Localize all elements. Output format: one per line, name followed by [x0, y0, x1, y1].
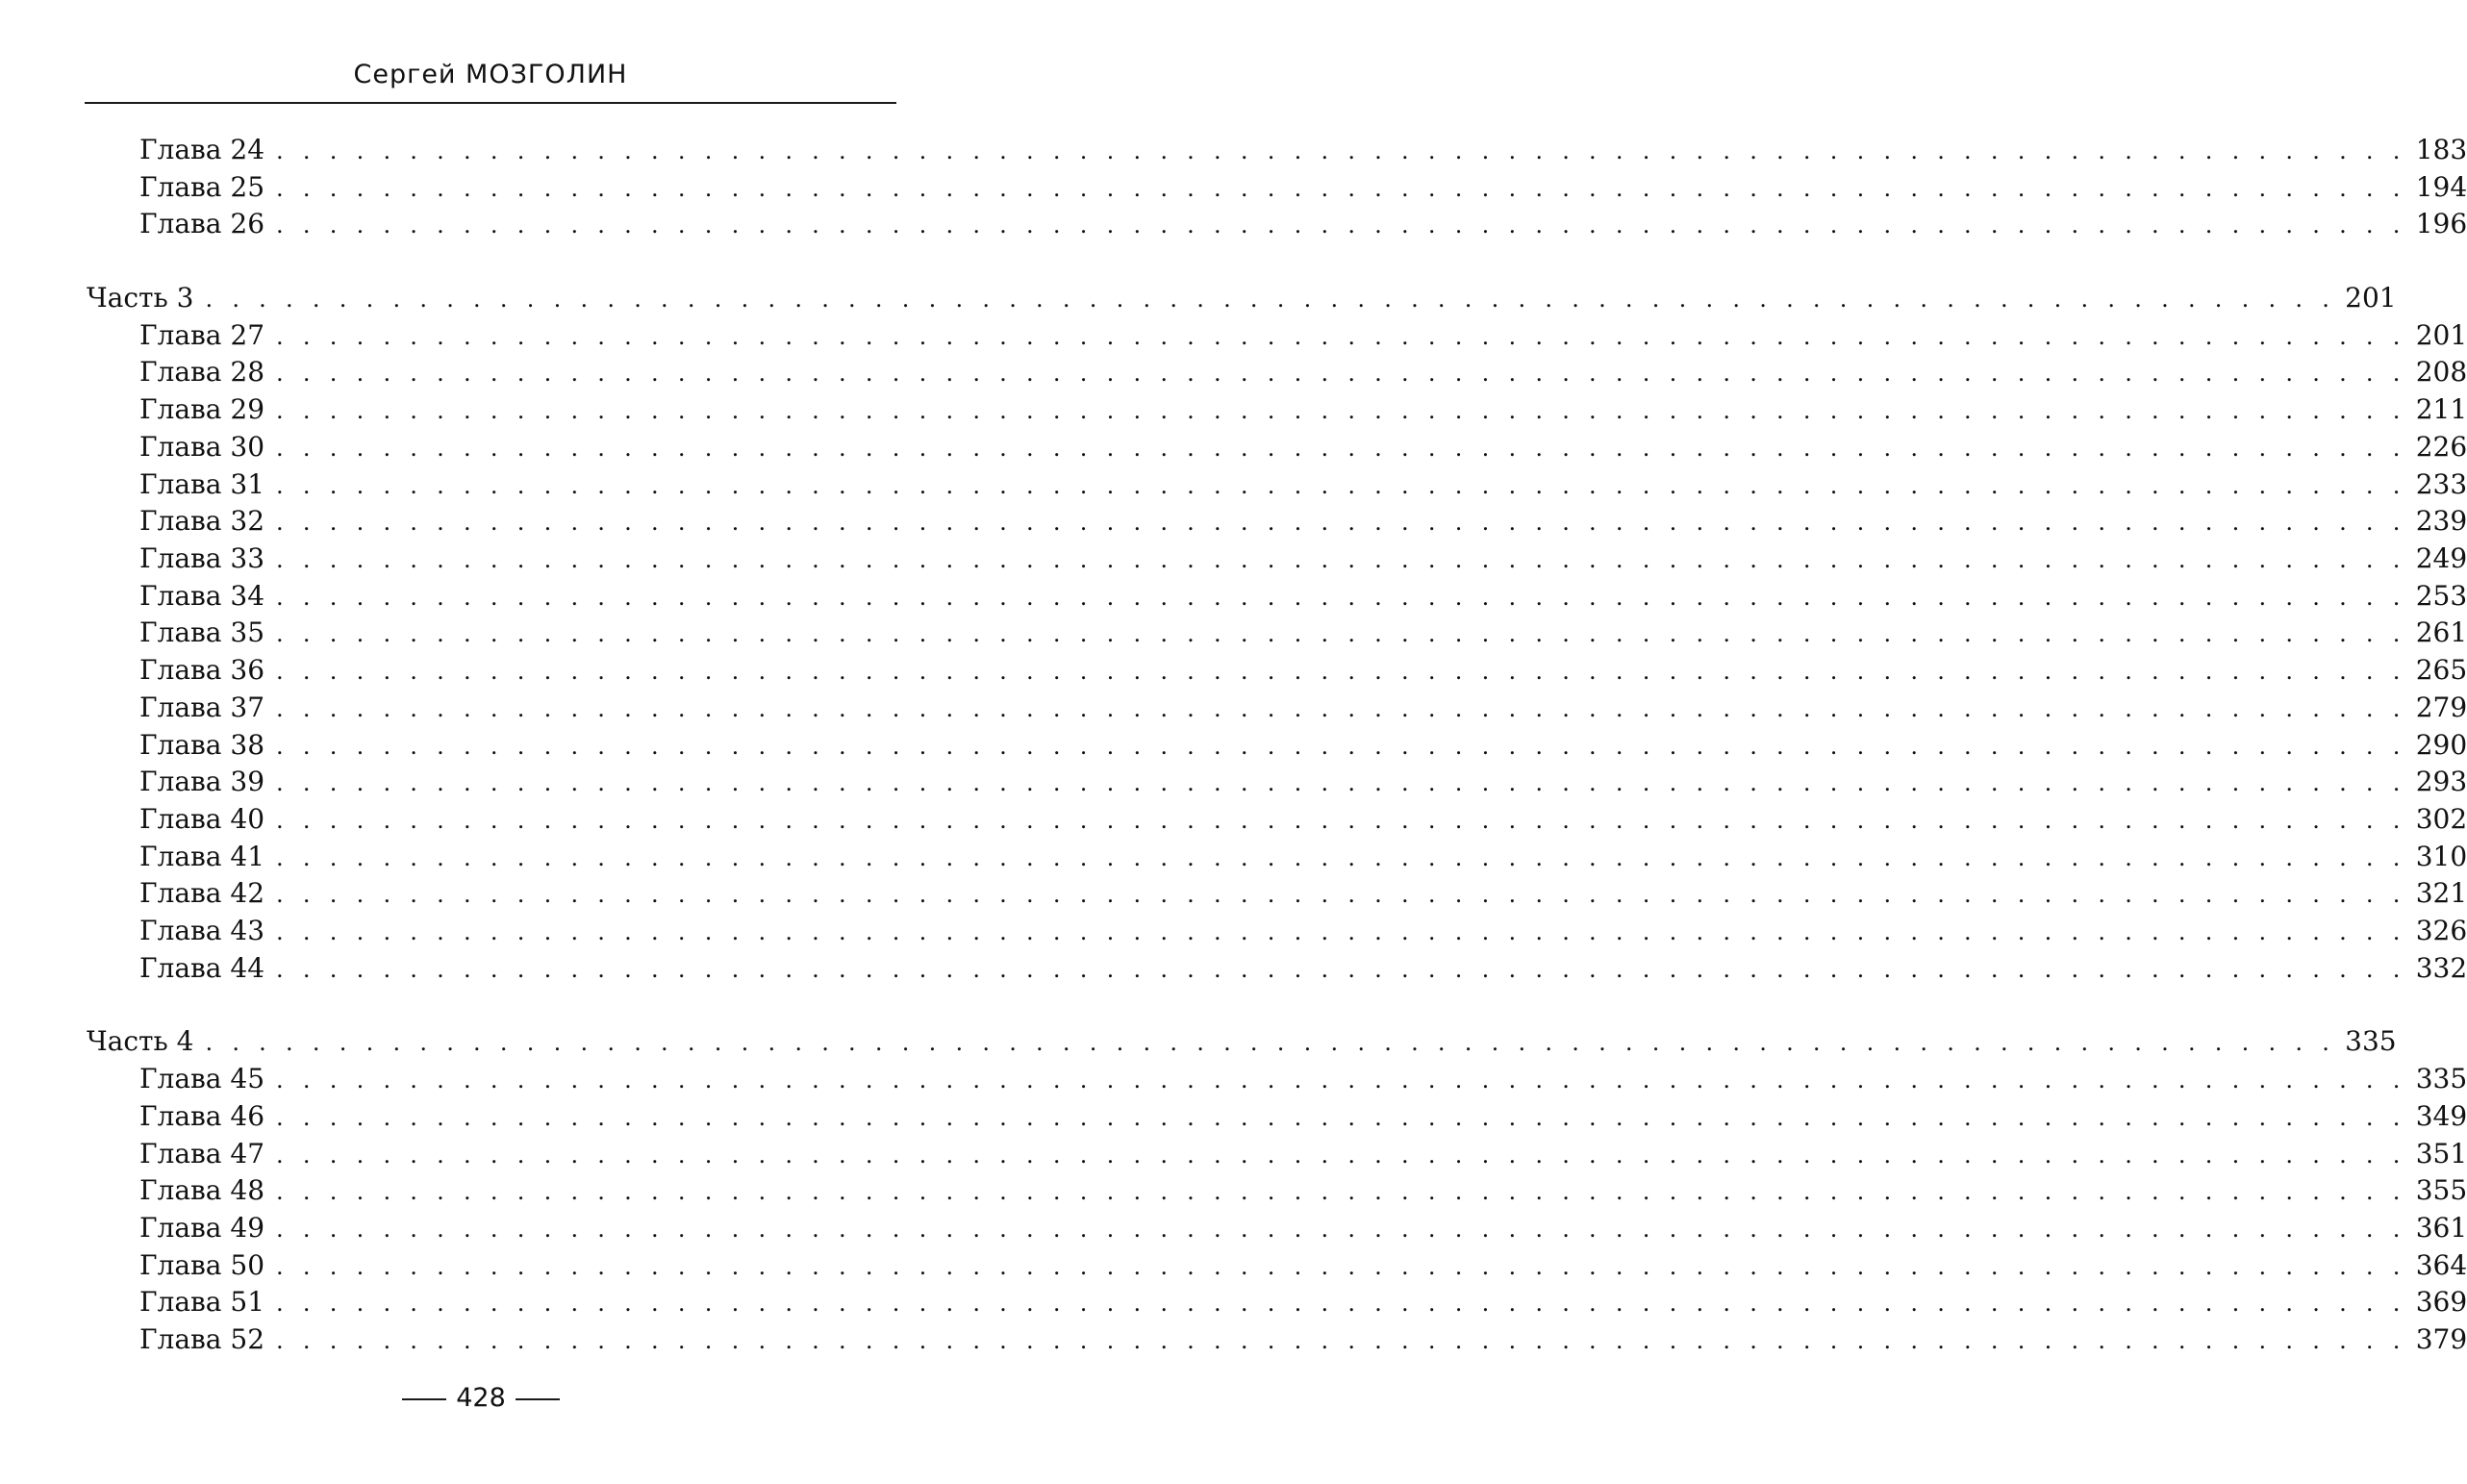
toc-entry-page-number: 201	[2345, 282, 2397, 314]
toc-chapter-entry	[139, 168, 2467, 207]
toc-entry-page-number: 326	[2415, 915, 2467, 946]
toc-entry-page-number: 194	[2415, 171, 2467, 203]
toc-chapter-entry	[139, 1209, 2467, 1247]
toc-entry-page-number: 211	[2415, 393, 2467, 425]
toc-entry-title: Часть 4	[87, 1025, 194, 1057]
toc-entry-title: Глава 43	[139, 915, 265, 946]
toc-entry-title: Глава 32	[139, 505, 265, 537]
dot-leader: . . . . . . . . . . . . . . . . . . . . . . . . . . . . . . . . . . . . . . . . . . . . . . . . . . . . . . . . . . . . . . . . . . . . . . . . . . . . . . . .	[276, 323, 2406, 350]
dot-leader: . . . . . . . . . . . . . . . . . . . . . . . . . . . . . . . . . . . . . . . . . . . . . . . . . . . . . . . . . . . . . . . . . . . . . . . . . . . . . . . .	[276, 397, 2406, 424]
dot-leader: . . . . . . . . . . . . . . . . . . . . . . . . . . . . . . . . . . . . . . . . . . . . . . . . . . . . . . . . . . . . . . . . . . . . . . . . . . . . . . . .	[276, 546, 2406, 573]
toc-chapter-entry	[139, 1283, 2467, 1321]
toc-entry-page-number: 302	[2415, 803, 2467, 835]
dot-leader: . . . . . . . . . . . . . . . . . . . . . . . . . . . . . . . . . . . . . . . . . . . . . . . . . . . . . . . . . . . . . . . . . . . . . . . . . . . . . . . .	[276, 1104, 2406, 1131]
toc-entry-title: Глава 25	[139, 171, 265, 203]
toc-entry-page-number: 226	[2415, 431, 2467, 463]
toc-entry-page-number: 361	[2415, 1212, 2467, 1244]
toc-entry-title: Глава 49	[139, 1212, 265, 1244]
dot-leader: . . . . . . . . . . . . . . . . . . . . . . . . . . . . . . . . . . . . . . . . . . . . . . . . . . . . . . . . . . . . . . . . . . . . . . . . . . . . . . . .	[276, 509, 2406, 536]
dot-leader: . . . . . . . . . . . . . . . . . . . . . . . . . . . . . . . . . . . . . . . . . . . . . . . . . . . . . . . . . . . . . . . . . . . . . . . . . . . . . . . .	[276, 658, 2406, 685]
toc-chapter-entry	[139, 465, 2467, 504]
toc-chapter-entry	[139, 1060, 2467, 1098]
dot-leader: . . . . . . . . . . . . . . . . . . . . . . . . . . . . . . . . . . . . . . . . . . . . . . . . . . . . . . . . . . . . . . . . . . . . . . . . . . . . . . . .	[276, 1178, 2406, 1205]
toc-entry-page-number: 351	[2415, 1138, 2467, 1170]
dot-leader: . . . . . . . . . . . . . . . . . . . . . . . . . . . . . . . . . . . . . . . . . . . . . . . . . . . . . . . . . . . . . . . . . . . . . . . . . . . . . . . .	[276, 769, 2406, 796]
toc-chapter-entry	[139, 577, 2467, 616]
dot-leader: . . . . . . . . . . . . . . . . . . . . . . . . . . . . . . . . . . . . . . . . . . . . . . . . . . . . . . . . . . . . . . . . . . . . . . . . . . . . . . . .	[205, 286, 2336, 313]
toc-entry-title: Глава 48	[139, 1174, 265, 1206]
toc-entry-title: Глава 47	[139, 1138, 265, 1170]
toc-entry-page-number: 379	[2415, 1323, 2467, 1355]
toc-chapter-entry	[139, 912, 2467, 950]
toc-entry-title: Глава 35	[139, 616, 265, 648]
toc-chapter-entry	[139, 949, 2467, 988]
dot-leader: . . . . . . . . . . . . . . . . . . . . . . . . . . . . . . . . . . . . . . . . . . . . . . . . . . . . . . . . . . . . . . . . . . . . . . . . . . . . . . . .	[276, 472, 2406, 499]
toc-entry-page-number: 349	[2415, 1100, 2467, 1132]
toc-entry-page-number: 201	[2415, 319, 2467, 351]
toc-entry-title: Глава 29	[139, 393, 265, 425]
dot-leader: . . . . . . . . . . . . . . . . . . . . . . . . . . . . . . . . . . . . . . . . . . . . . . . . . . . . . . . . . . . . . . . . . . . . . . . . . . . . . . . .	[205, 1029, 2336, 1056]
toc-entry-title: Глава 44	[139, 952, 265, 984]
toc-chapter-entry	[139, 800, 2467, 839]
toc-chapter-entry	[139, 131, 2467, 169]
toc-chapter-entry	[139, 1135, 2467, 1173]
toc-entry-page-number: 249	[2415, 542, 2467, 574]
dot-leader: . . . . . . . . . . . . . . . . . . . . . . . . . . . . . . . . . . . . . . . . . . . . . . . . . . . . . . . . . . . . . . . . . . . . . . . . . . . . . . . .	[276, 1290, 2406, 1317]
toc-chapter-entry	[139, 614, 2467, 652]
dot-leader: . . . . . . . . . . . . . . . . . . . . . . . . . . . . . . . . . . . . . . . . . . . . . . . . . . . . . . . . . . . . . . . . . . . . . . . . . . . . . . . .	[276, 807, 2406, 834]
toc-chapter-entry	[139, 390, 2467, 429]
toc-entry-title: Глава 26	[139, 208, 265, 239]
toc-entry-page-number: 208	[2415, 356, 2467, 388]
toc-entry-page-number: 335	[2345, 1025, 2397, 1057]
toc-entry-title: Глава 50	[139, 1249, 265, 1281]
toc-entry-page-number: 183	[2415, 134, 2467, 165]
toc-entry-page-number: 253	[2415, 580, 2467, 612]
toc-entry-page-number: 310	[2415, 841, 2467, 872]
dot-leader: . . . . . . . . . . . . . . . . . . . . . . . . . . . . . . . . . . . . . . . . . . . . . . . . . . . . . . . . . . . . . . . . . . . . . . . . . . . . . . . .	[276, 212, 2406, 239]
dot-leader: . . . . . . . . . . . . . . . . . . . . . . . . . . . . . . . . . . . . . . . . . . . . . . . . . . . . . . . . . . . . . . . . . . . . . . . . . . . . . . . .	[276, 695, 2406, 722]
toc-entry-title: Часть 3	[87, 282, 194, 314]
toc-entry-title: Глава 41	[139, 841, 265, 872]
toc-entry-title: Глава 36	[139, 654, 265, 686]
toc-chapter-entry	[139, 726, 2467, 765]
dot-leader: . . . . . . . . . . . . . . . . . . . . . . . . . . . . . . . . . . . . . . . . . . . . . . . . . . . . . . . . . . . . . . . . . . . . . . . . . . . . . . . .	[276, 1216, 2406, 1243]
toc-entry-page-number: 265	[2415, 654, 2467, 686]
toc-entry-page-number: 196	[2415, 208, 2467, 239]
toc-entry-title: Глава 27	[139, 319, 265, 351]
left-dash	[402, 1398, 446, 1400]
toc-chapter-entry	[139, 1097, 2467, 1136]
toc-entry-title: Глава 37	[139, 692, 265, 723]
toc-chapter-entry	[139, 316, 2467, 355]
toc-entry-page-number: 369	[2415, 1286, 2467, 1318]
toc-chapter-entry	[139, 1246, 2467, 1285]
dot-leader: . . . . . . . . . . . . . . . . . . . . . . . . . . . . . . . . . . . . . . . . . . . . . . . . . . . . . . . . . . . . . . . . . . . . . . . . . . . . . . . .	[276, 584, 2406, 611]
right-dash	[516, 1398, 560, 1400]
dot-leader: . . . . . . . . . . . . . . . . . . . . . . . . . . . . . . . . . . . . . . . . . . . . . . . . . . . . . . . . . . . . . . . . . . . . . . . . . . . . . . . .	[276, 360, 2406, 387]
toc-entry-title: Глава 45	[139, 1063, 265, 1094]
toc-chapter-entry	[139, 689, 2467, 727]
dot-leader: . . . . . . . . . . . . . . . . . . . . . . . . . . . . . . . . . . . . . . . . . . . . . . . . . . . . . . . . . . . . . . . . . . . . . . . . . . . . . . . .	[276, 956, 2406, 983]
toc-entry-title: Глава 28	[139, 356, 265, 388]
toc-entry-page-number: 293	[2415, 766, 2467, 797]
dot-leader: . . . . . . . . . . . . . . . . . . . . . . . . . . . . . . . . . . . . . . . . . . . . . . . . . . . . . . . . . . . . . . . . . . . . . . . . . . . . . . . .	[276, 1253, 2406, 1280]
toc-chapter-entry	[139, 428, 2467, 466]
toc-chapter-entry	[139, 205, 2467, 243]
dot-leader: . . . . . . . . . . . . . . . . . . . . . . . . . . . . . . . . . . . . . . . . . . . . . . . . . . . . . . . . . . . . . . . . . . . . . . . . . . . . . . . .	[276, 1327, 2406, 1354]
toc-entry-page-number: 279	[2415, 692, 2467, 723]
author-name: Сергей МОЗГОЛИН	[353, 60, 628, 89]
toc-part-entry	[87, 279, 2397, 317]
toc-entry-title: Глава 34	[139, 580, 265, 612]
dot-leader: . . . . . . . . . . . . . . . . . . . . . . . . . . . . . . . . . . . . . . . . . . . . . . . . . . . . . . . . . . . . . . . . . . . . . . . . . . . . . . . .	[276, 881, 2406, 908]
dot-leader: . . . . . . . . . . . . . . . . . . . . . . . . . . . . . . . . . . . . . . . . . . . . . . . . . . . . . . . . . . . . . . . . . . . . . . . . . . . . . . . .	[276, 733, 2406, 760]
toc-entry-page-number: 355	[2415, 1174, 2467, 1206]
toc-entry-page-number: 335	[2415, 1063, 2467, 1094]
dot-leader: . . . . . . . . . . . . . . . . . . . . . . . . . . . . . . . . . . . . . . . . . . . . . . . . . . . . . . . . . . . . . . . . . . . . . . . . . . . . . . . .	[276, 138, 2406, 164]
toc-part-entry	[87, 1022, 2397, 1061]
toc-chapter-entry	[139, 540, 2467, 578]
toc-entry-title: Глава 52	[139, 1323, 265, 1355]
toc-entry-page-number: 364	[2415, 1249, 2467, 1281]
page-number: 428	[456, 1383, 506, 1413]
toc-entry-page-number: 261	[2415, 616, 2467, 648]
toc-entry-title: Глава 38	[139, 729, 265, 761]
toc-entry-page-number: 290	[2415, 729, 2467, 761]
toc-entry-title: Глава 39	[139, 766, 265, 797]
toc-entry-page-number: 332	[2415, 952, 2467, 984]
toc-entry-page-number: 239	[2415, 505, 2467, 537]
toc-entry-title: Глава 30	[139, 431, 265, 463]
toc-entry-page-number: 233	[2415, 468, 2467, 500]
dot-leader: . . . . . . . . . . . . . . . . . . . . . . . . . . . . . . . . . . . . . . . . . . . . . . . . . . . . . . . . . . . . . . . . . . . . . . . . . . . . . . . .	[276, 918, 2406, 945]
dot-leader: . . . . . . . . . . . . . . . . . . . . . . . . . . . . . . . . . . . . . . . . . . . . . . . . . . . . . . . . . . . . . . . . . . . . . . . . . . . . . . . .	[276, 1142, 2406, 1169]
dot-leader: . . . . . . . . . . . . . . . . . . . . . . . . . . . . . . . . . . . . . . . . . . . . . . . . . . . . . . . . . . . . . . . . . . . . . . . . . . . . . . . .	[276, 435, 2406, 462]
toc-entry-title: Глава 24	[139, 134, 265, 165]
toc-chapter-entry	[139, 838, 2467, 876]
toc-entry-title: Глава 51	[139, 1286, 265, 1318]
toc-entry-title: Глава 40	[139, 803, 265, 835]
toc-chapter-entry	[139, 1321, 2467, 1359]
dot-leader: . . . . . . . . . . . . . . . . . . . . . . . . . . . . . . . . . . . . . . . . . . . . . . . . . . . . . . . . . . . . . . . . . . . . . . . . . . . . . . . .	[276, 175, 2406, 202]
dot-leader: . . . . . . . . . . . . . . . . . . . . . . . . . . . . . . . . . . . . . . . . . . . . . . . . . . . . . . . . . . . . . . . . . . . . . . . . . . . . . . . .	[276, 620, 2406, 647]
toc-chapter-entry	[139, 651, 2467, 690]
toc-chapter-entry	[139, 763, 2467, 801]
page-footer	[0, 1383, 962, 1413]
dot-leader: . . . . . . . . . . . . . . . . . . . . . . . . . . . . . . . . . . . . . . . . . . . . . . . . . . . . . . . . . . . . . . . . . . . . . . . . . . . . . . . .	[276, 1067, 2406, 1094]
toc-chapter-entry	[139, 1171, 2467, 1210]
toc-entry-page-number: 321	[2415, 877, 2467, 909]
toc-chapter-entry	[139, 502, 2467, 541]
dot-leader: . . . . . . . . . . . . . . . . . . . . . . . . . . . . . . . . . . . . . . . . . . . . . . . . . . . . . . . . . . . . . . . . . . . . . . . . . . . . . . . .	[276, 844, 2406, 871]
toc-entry-title: Глава 46	[139, 1100, 265, 1132]
toc-entry-title: Глава 33	[139, 542, 265, 574]
toc-chapter-entry	[139, 353, 2467, 391]
toc-chapter-entry	[139, 874, 2467, 913]
toc-entry-title: Глава 42	[139, 877, 265, 909]
toc-entry-title: Глава 31	[139, 468, 265, 500]
